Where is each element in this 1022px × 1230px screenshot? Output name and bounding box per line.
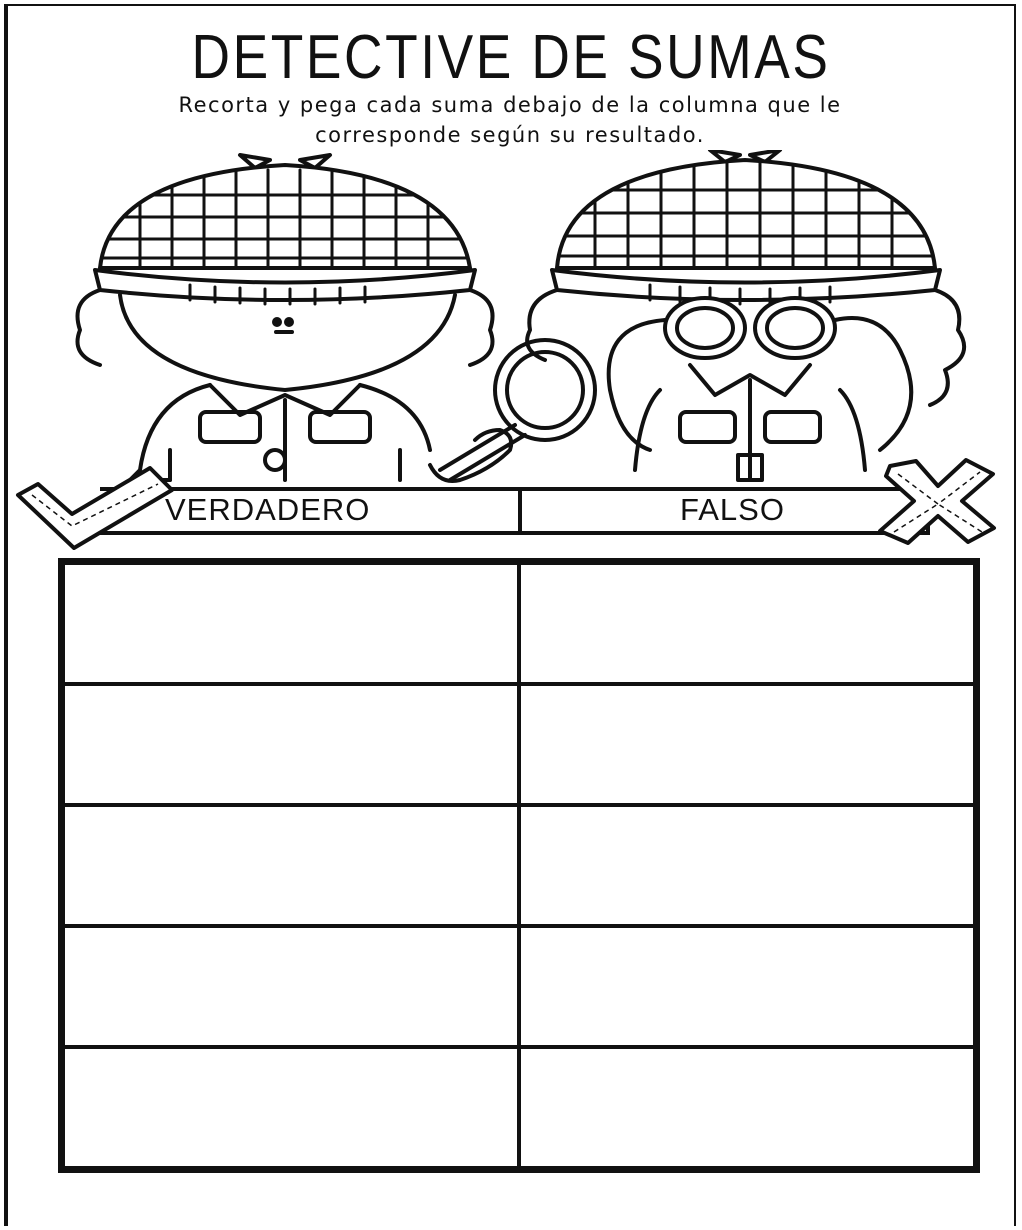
right-detective-kid bbox=[527, 150, 964, 480]
instructions bbox=[60, 90, 960, 150]
true-answer-cell[interactable] bbox=[63, 926, 519, 1047]
answer-grid bbox=[58, 558, 980, 1173]
true-answer-cell[interactable] bbox=[63, 1047, 519, 1168]
instructions-line-1: Recorta y pega cada suma debajo de la columna que le bbox=[178, 93, 842, 117]
true-answer-cell[interactable] bbox=[63, 563, 519, 684]
true-answer-cell[interactable] bbox=[63, 684, 519, 805]
false-answer-cell[interactable] bbox=[519, 805, 975, 926]
page-title: DETECTIVE DE SUMAS bbox=[191, 23, 831, 92]
false-answer-cell[interactable] bbox=[519, 926, 975, 1047]
false-answer-cell[interactable] bbox=[519, 1047, 975, 1168]
false-answer-cell[interactable] bbox=[519, 684, 975, 805]
false-answer-cell[interactable] bbox=[519, 563, 975, 684]
true-answer-cell[interactable] bbox=[63, 805, 519, 926]
instructions-line-2: corresponde según su resultado. bbox=[315, 123, 705, 147]
column-divider bbox=[518, 487, 522, 535]
column-label-false: FALSO bbox=[680, 492, 785, 527]
x-mark-icon bbox=[868, 456, 1008, 546]
checkmark-icon bbox=[10, 462, 180, 552]
column-label-true: VERDADERO bbox=[165, 492, 371, 527]
left-detective-kid bbox=[78, 155, 596, 481]
